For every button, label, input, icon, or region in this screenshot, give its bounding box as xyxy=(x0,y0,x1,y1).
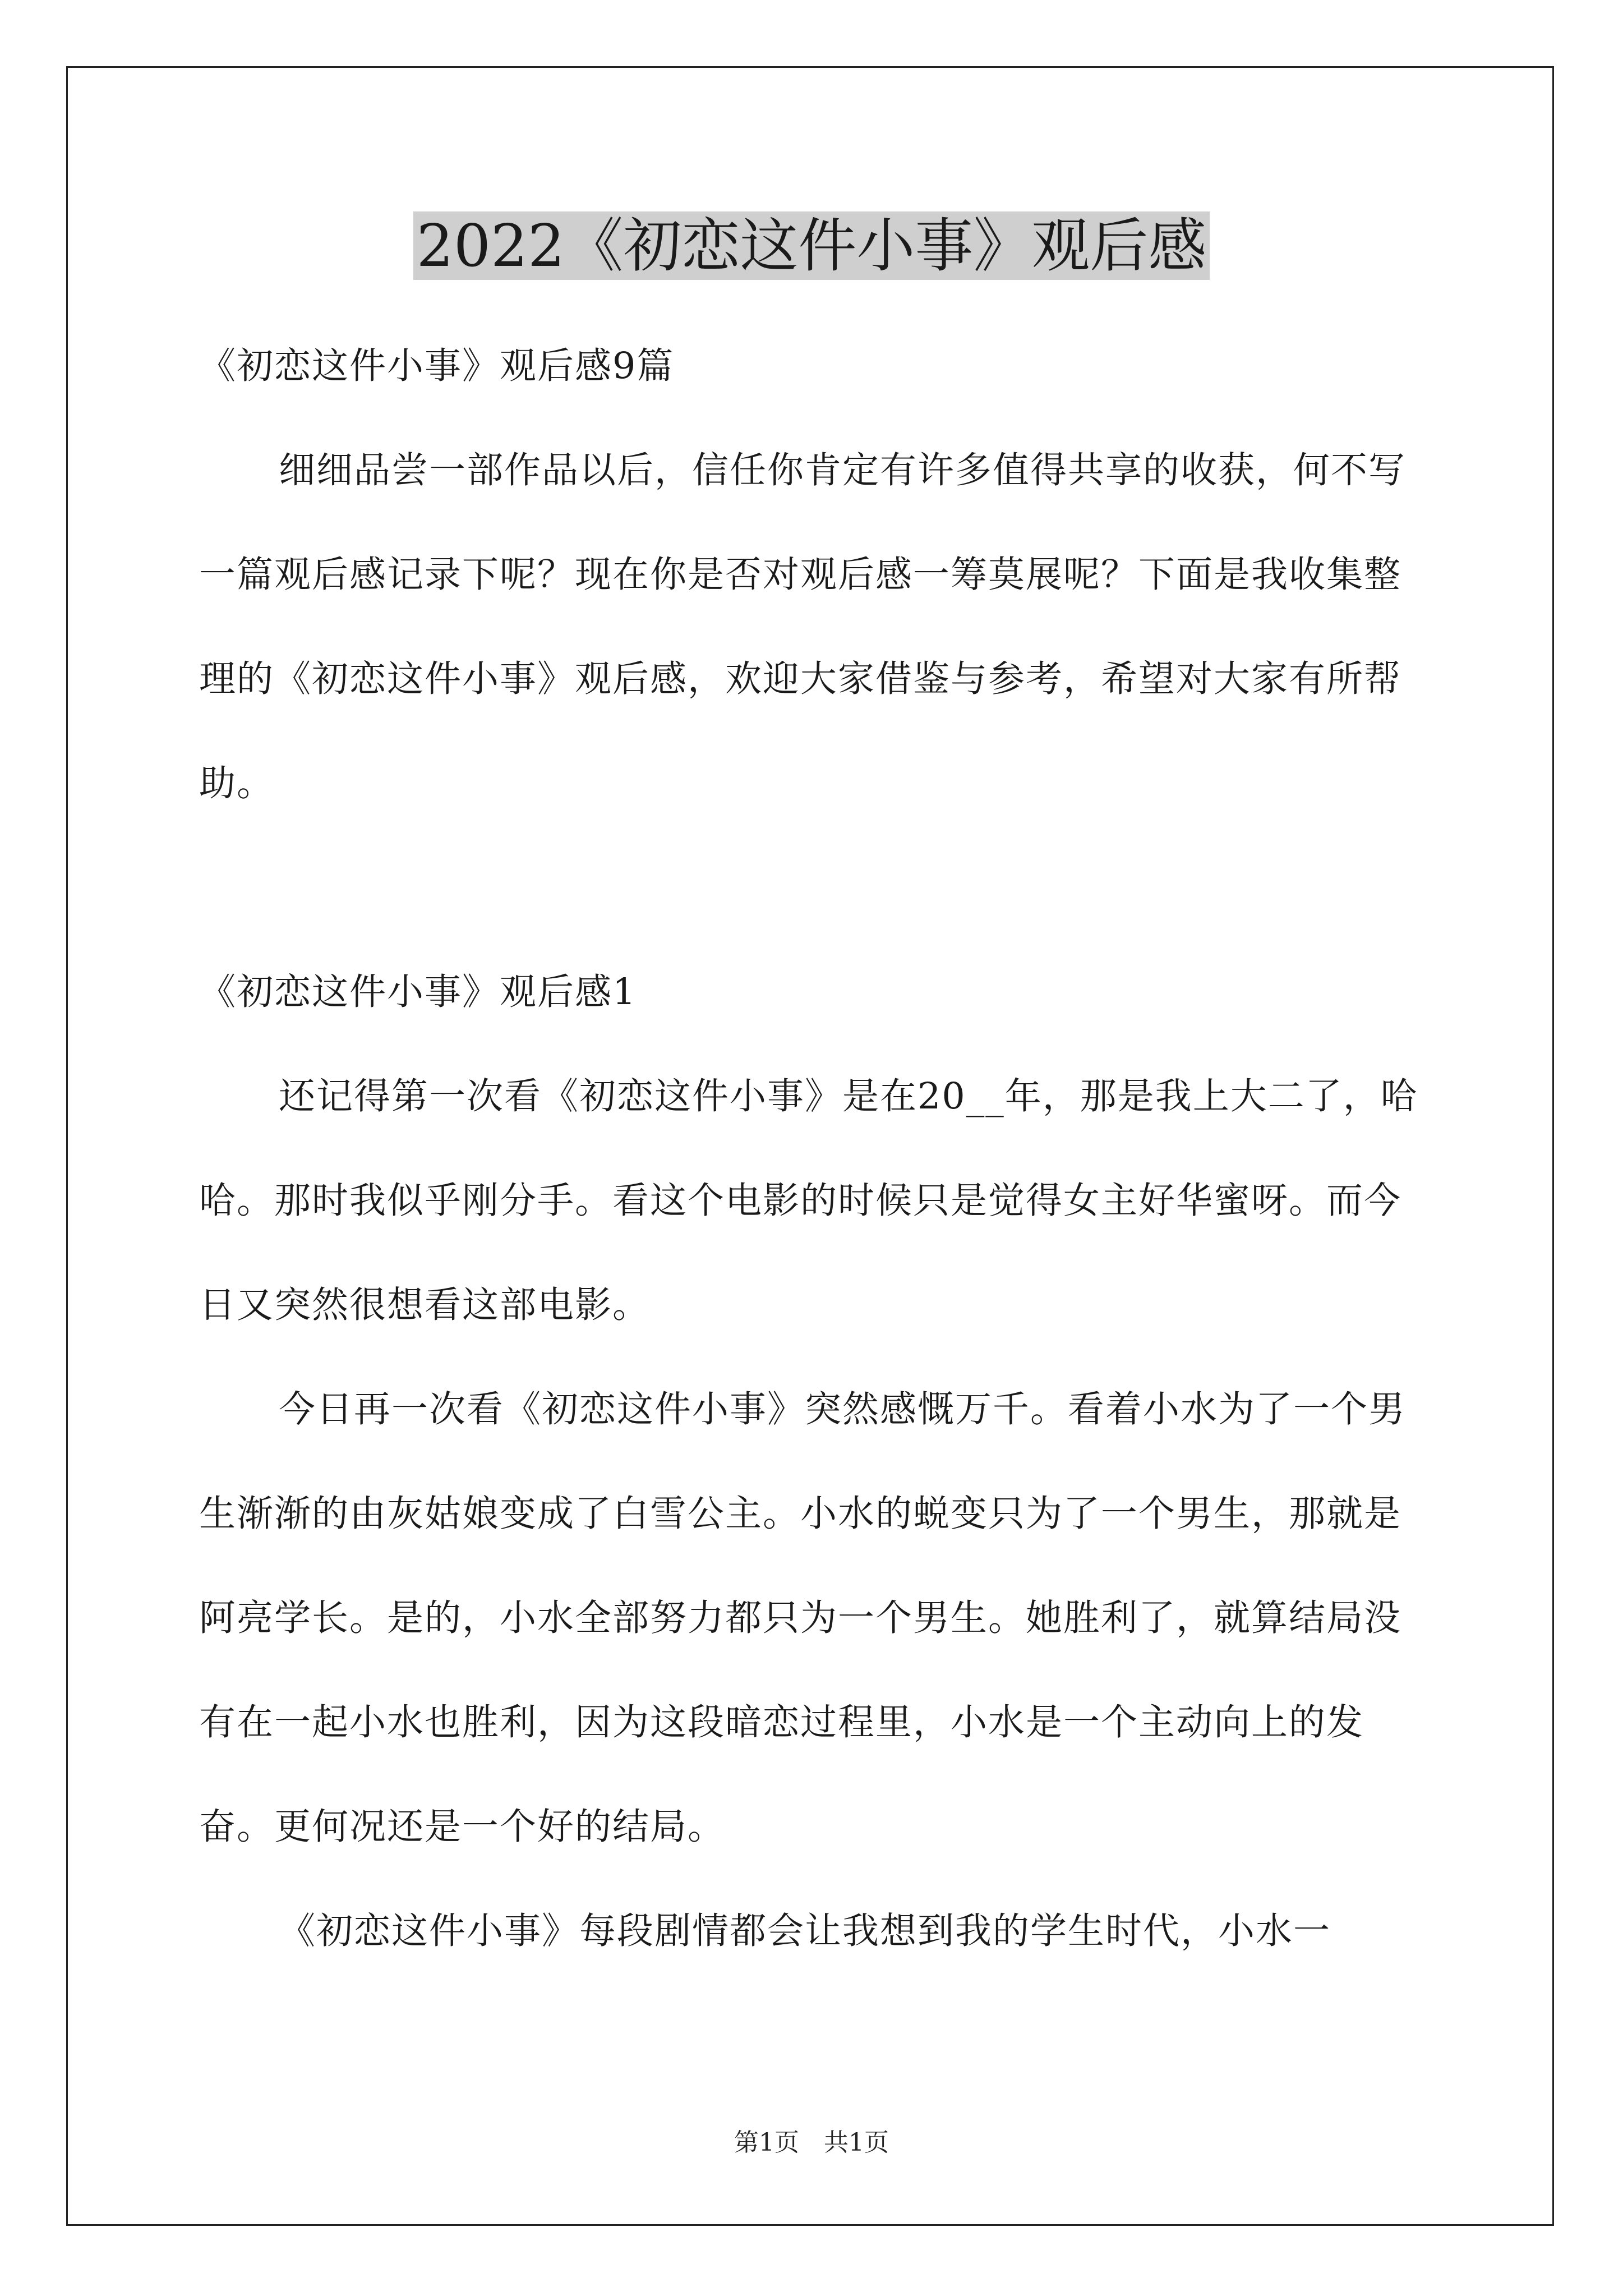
body-paragraph: 今日再一次看《初恋这件小事》突然感慨万千。看着小水为了一个男生渐渐的由灰姑娘变成了白雪公主。小水的蜕变只为了一个男生，那就是阿亮学长。是的，小水全部努力都只为一个男生。她胜利了，就算结局没有在一起小水也胜利，因为这段暗恋过程里，小水是一个主动向上的发奋。更何况还是一个好的结局。 xyxy=(199,1388,1407,1848)
body-paragraph: 《初恋这件小事》每段剧情都会让我想到我的学生时代，小水一 xyxy=(279,1910,1331,1952)
document-title xyxy=(0,206,1623,285)
section-spacer xyxy=(199,836,1433,940)
document-title-text: 2022《初恋这件小事》观后感 xyxy=(413,211,1210,280)
document-subtitle: 《初恋这件小事》观后感9篇 xyxy=(199,345,675,387)
body-paragraph: 还记得第一次看《初恋这件小事》是在20__年，那是我上大二了，哈哈。那时我似乎刚分手。看这个电影的时候只是觉得女主好华蜜呀。而今日又突然很想看这部电影。 xyxy=(199,1075,1418,1326)
document-body xyxy=(199,314,1433,1984)
section-heading: 《初恋这件小事》观后感1 xyxy=(199,971,637,1013)
intro-paragraph: 细细品尝一部作品以后，信任你肯定有许多值得共享的收获，何不写一篇观后感记录下呢？现在你是否对观后感一筹莫展呢？下面是我收集整理的《初恋这件小事》观后感，欢迎大家借鉴与参考，希望对大家有所帮助。 xyxy=(199,449,1407,804)
page-footer: 第1页 共1页 xyxy=(734,2128,889,2157)
